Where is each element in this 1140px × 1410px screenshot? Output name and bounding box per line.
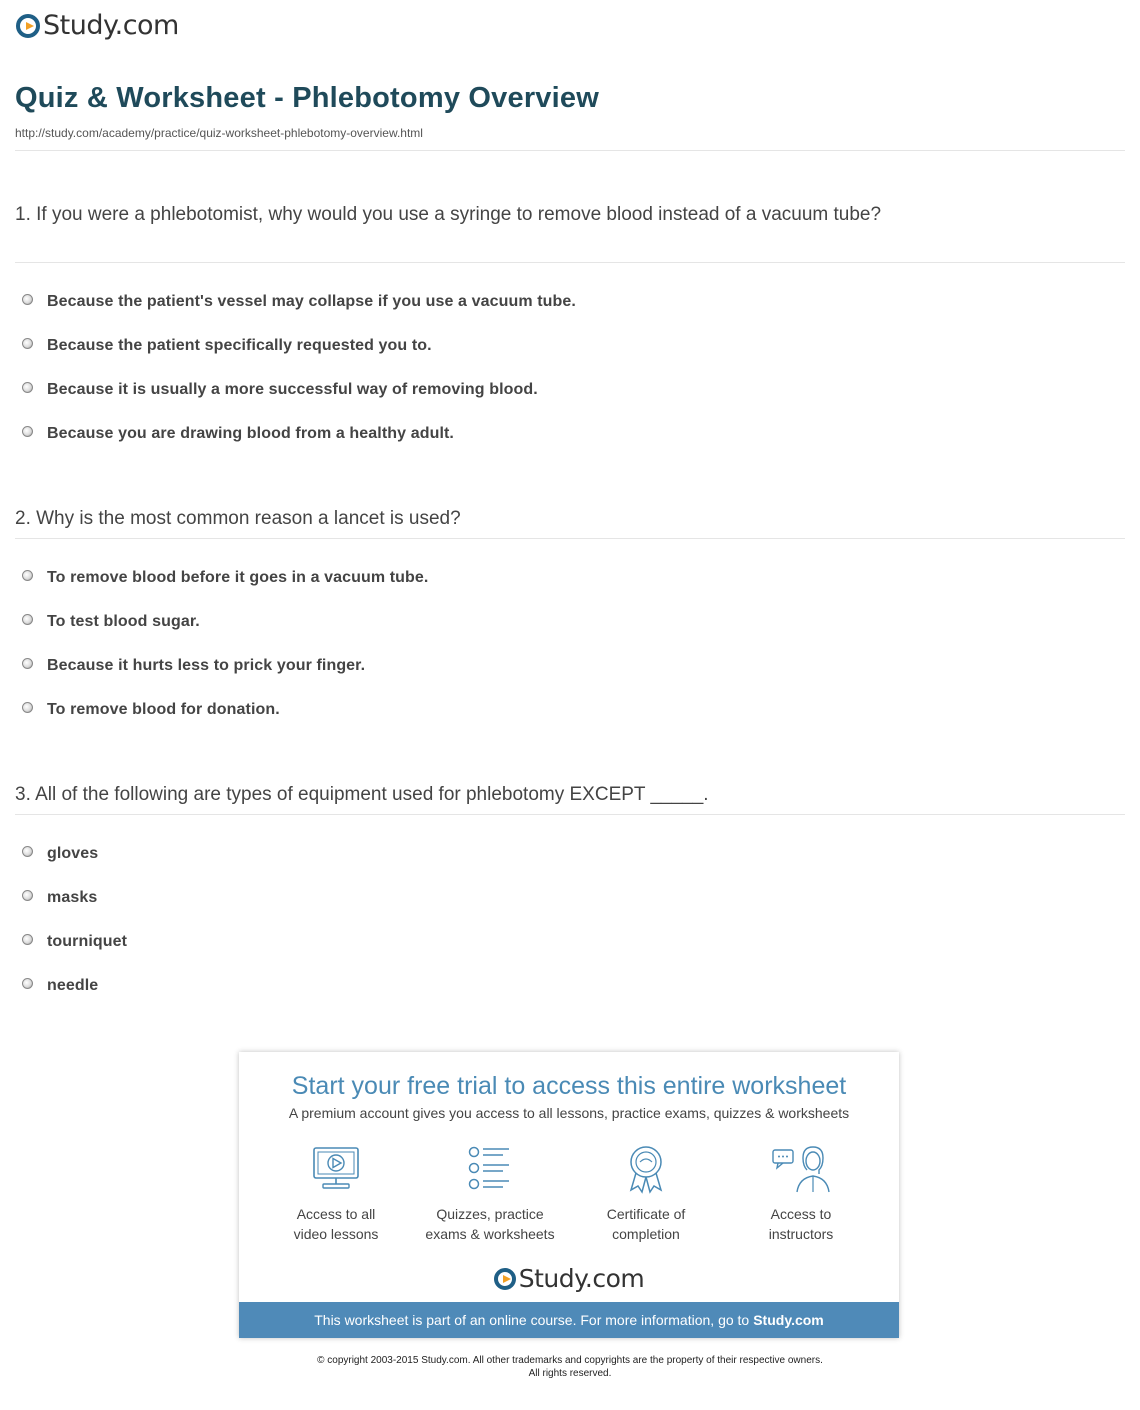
- promo-subheading: A premium account gives you access to all lessons, practice exams, quizzes & worksheets: [288, 1105, 850, 1121]
- option-1c[interactable]: Because it is usually a more successful way of removing blood.: [22, 381, 538, 399]
- radio-button[interactable]: [22, 426, 33, 437]
- option-3b[interactable]: masks: [22, 889, 97, 907]
- feature-label-line1: Access to all: [296, 1206, 376, 1222]
- feature-label-line1: Certificate of: [606, 1206, 686, 1222]
- radio-button[interactable]: [22, 702, 33, 713]
- feature-label-line1: Quizzes, practice: [436, 1206, 544, 1222]
- radio-button[interactable]: [22, 658, 33, 669]
- radio-button[interactable]: [22, 570, 33, 581]
- page-url: http://study.com/academy/practice/quiz-worksheet-phlebotomy-overview.html: [15, 126, 423, 140]
- certificate-ribbon-icon: [621, 1144, 671, 1194]
- feature-label-line2: exams & worksheets: [425, 1226, 555, 1242]
- feature-label-line2: video lessons: [293, 1226, 379, 1242]
- promo-study-logo[interactable]: [239, 1264, 899, 1293]
- promo-bar-text: This worksheet is part of an online course. For more information, go to: [314, 1312, 750, 1328]
- instructor-chat-icon: [771, 1144, 831, 1194]
- option-3c[interactable]: tourniquet: [22, 933, 127, 951]
- radio-button[interactable]: [22, 978, 33, 989]
- option-1a[interactable]: Because the patient's vessel may collapse if you use a vacuum tube.: [22, 293, 576, 311]
- radio-button[interactable]: [22, 294, 33, 305]
- feature-label-line2: completion: [612, 1226, 680, 1242]
- option-3a[interactable]: gloves: [22, 845, 98, 863]
- checklist-icon: [465, 1144, 515, 1194]
- logo-text: Study.com: [518, 1264, 645, 1293]
- question-1: 1. If you were a phlebotomist, why would you use a syringe to remove blood instead of a vacuum tube?: [15, 204, 882, 225]
- study-logo[interactable]: [16, 10, 179, 41]
- video-monitor-icon: [311, 1144, 361, 1194]
- radio-button[interactable]: [22, 614, 33, 625]
- study-play-icon: [494, 1268, 516, 1290]
- radio-button[interactable]: [22, 338, 33, 349]
- promo-info-bar: [239, 1302, 899, 1338]
- radio-button[interactable]: [22, 934, 33, 945]
- rights-line: All rights reserved.: [528, 1368, 612, 1379]
- radio-button[interactable]: [22, 382, 33, 393]
- feature-quizzes: [415, 1144, 565, 1244]
- feature-video-lessons: [261, 1144, 411, 1244]
- feature-instructors: [726, 1144, 876, 1244]
- question-3: 3. All of the following are types of equipment used for phlebotomy EXCEPT _____.: [15, 784, 709, 805]
- radio-button[interactable]: [22, 846, 33, 857]
- logo-text: Study.com: [43, 10, 179, 41]
- feature-certificate: [571, 1144, 721, 1244]
- question-2: 2. Why is the most common reason a lancet is used?: [15, 508, 461, 529]
- divider: [15, 262, 1125, 263]
- free-trial-promo: [239, 1052, 899, 1338]
- option-3d[interactable]: needle: [22, 977, 98, 995]
- study-play-icon: [16, 14, 40, 38]
- feature-label-line1: Access to: [770, 1206, 832, 1222]
- radio-button[interactable]: [22, 890, 33, 901]
- page-title: Quiz & Worksheet - Phlebotomy Overview: [15, 82, 599, 114]
- option-1b[interactable]: Because the patient specifically requested you to.: [22, 337, 432, 355]
- divider: [15, 538, 1125, 539]
- promo-heading[interactable]: Start your free trial to access this entire worksheet: [291, 1072, 847, 1100]
- option-2a[interactable]: To remove blood before it goes in a vacuum tube.: [22, 569, 428, 587]
- divider: [15, 150, 1125, 151]
- option-2b[interactable]: To test blood sugar.: [22, 613, 200, 631]
- promo-bar-link[interactable]: Study.com: [753, 1312, 824, 1328]
- copyright-footer: [0, 1354, 1140, 1380]
- feature-label-line2: instructors: [768, 1226, 834, 1242]
- copyright-line: © copyright 2003-2015 Study.com. All other trademarks and copyrights are the property of their respective owners.: [317, 1355, 823, 1366]
- divider: [15, 814, 1125, 815]
- option-1d[interactable]: Because you are drawing blood from a healthy adult.: [22, 425, 454, 443]
- option-2d[interactable]: To remove blood for donation.: [22, 701, 280, 719]
- option-2c[interactable]: Because it hurts less to prick your finger.: [22, 657, 365, 675]
